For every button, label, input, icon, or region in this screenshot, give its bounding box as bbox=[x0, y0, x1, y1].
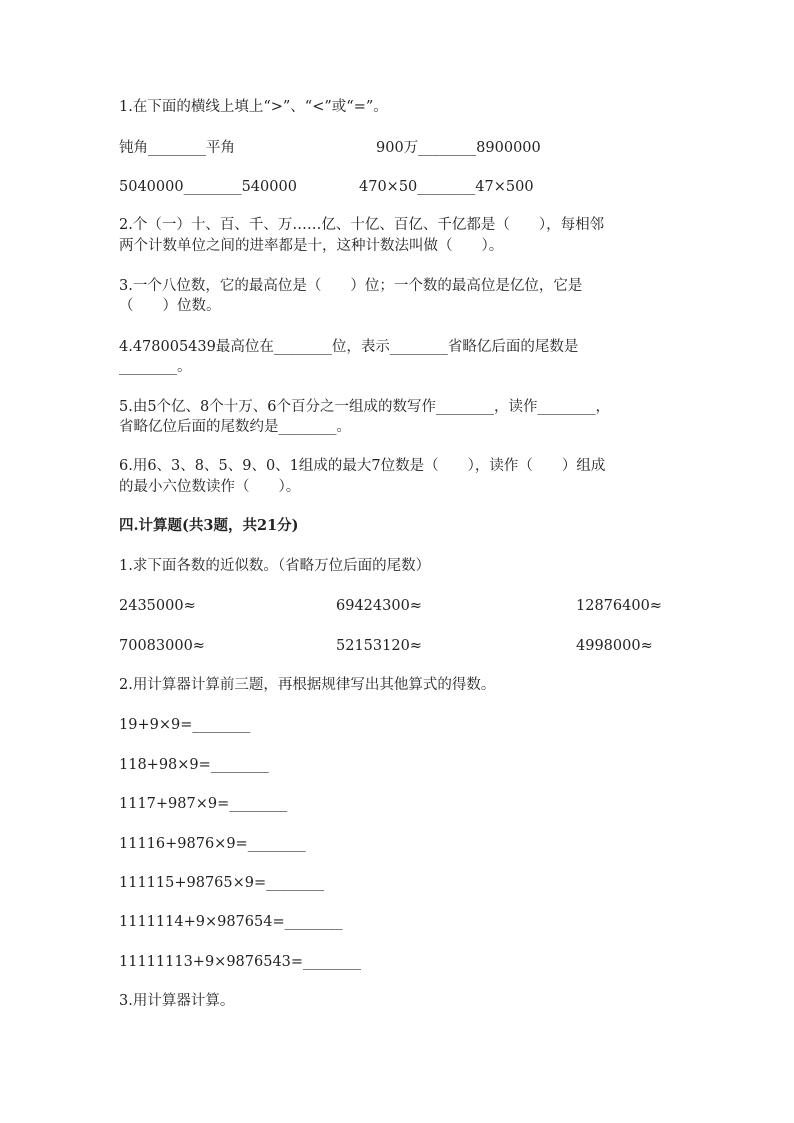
approx-item: 4998000≈ bbox=[576, 638, 653, 654]
s4-q1-title: 1.求下面各数的近似数。（省略万位后面的尾数） bbox=[119, 558, 431, 574]
q3-line1: 3.一个八位数，它的最高位是（ ）位；一个数的最高位是亿位，它是 bbox=[119, 278, 583, 294]
approx-item: 52153120≈ bbox=[336, 638, 422, 654]
approx-item: 69424300≈ bbox=[336, 598, 422, 614]
q2-line1: 2.个（一）十、百、千、万……亿、十亿、百亿、千亿都是（ ），每相邻 bbox=[119, 217, 605, 233]
q1-fill-compare-title: 1.在下面的横线上填上“>”、“<”或“=”。 bbox=[119, 99, 388, 115]
calc-item: 111115+98765×9=________ bbox=[119, 875, 325, 891]
calc-item: 11111113+9×9876543=________ bbox=[119, 954, 362, 970]
approx-item: 12876400≈ bbox=[576, 598, 662, 614]
approx-item: 70083000≈ bbox=[119, 638, 205, 654]
calc-item: 1117+987×9=________ bbox=[119, 796, 288, 812]
calc-item: 1111114+9×987654=________ bbox=[119, 914, 343, 930]
calc-item: 118+98×9=________ bbox=[119, 757, 269, 773]
q4-line2: ________。 bbox=[119, 359, 192, 375]
q1-row2-right: 470×50________47×500 bbox=[359, 179, 534, 195]
q5-line1: 5.由5个亿、8个十万、6个百分之一组成的数写作________，读作________， bbox=[119, 399, 611, 415]
q4-line1: 4.478005439最高位在________位，表示________省略亿后面的尾数是 bbox=[119, 339, 579, 355]
approx-item: 2435000≈ bbox=[119, 598, 196, 614]
q1-row1-right: 900万________8900000 bbox=[376, 140, 541, 156]
s4-q2-title: 2.用计算器计算前三题，再根据规律写出其他算式的得数。 bbox=[119, 677, 496, 693]
q6-line1: 6.用6、3、8、5、9、0、1组成的最大7位数是（ ），读作（ ）组成 bbox=[119, 458, 606, 474]
q1-row1-left: 钝角________平角 bbox=[119, 140, 235, 156]
calc-item: 19+9×9=________ bbox=[119, 717, 251, 733]
section4-heading: 四.计算题(共3题，共21分) bbox=[119, 517, 299, 534]
q3-line2: （ ）位数。 bbox=[119, 298, 221, 314]
s4-q3-title: 3.用计算器计算。 bbox=[119, 993, 235, 1009]
calc-item: 11116+9876×9=________ bbox=[119, 836, 306, 852]
q5-line2: 省略亿位后面的尾数约是________。 bbox=[119, 419, 351, 435]
q1-row2-left: 5040000________540000 bbox=[119, 179, 297, 195]
q2-line2: 两个计数单位之间的进率都是十，这种计数法叫做（ ）。 bbox=[119, 238, 504, 254]
q6-line2: 的最小六位数读作（ ）。 bbox=[119, 479, 301, 495]
